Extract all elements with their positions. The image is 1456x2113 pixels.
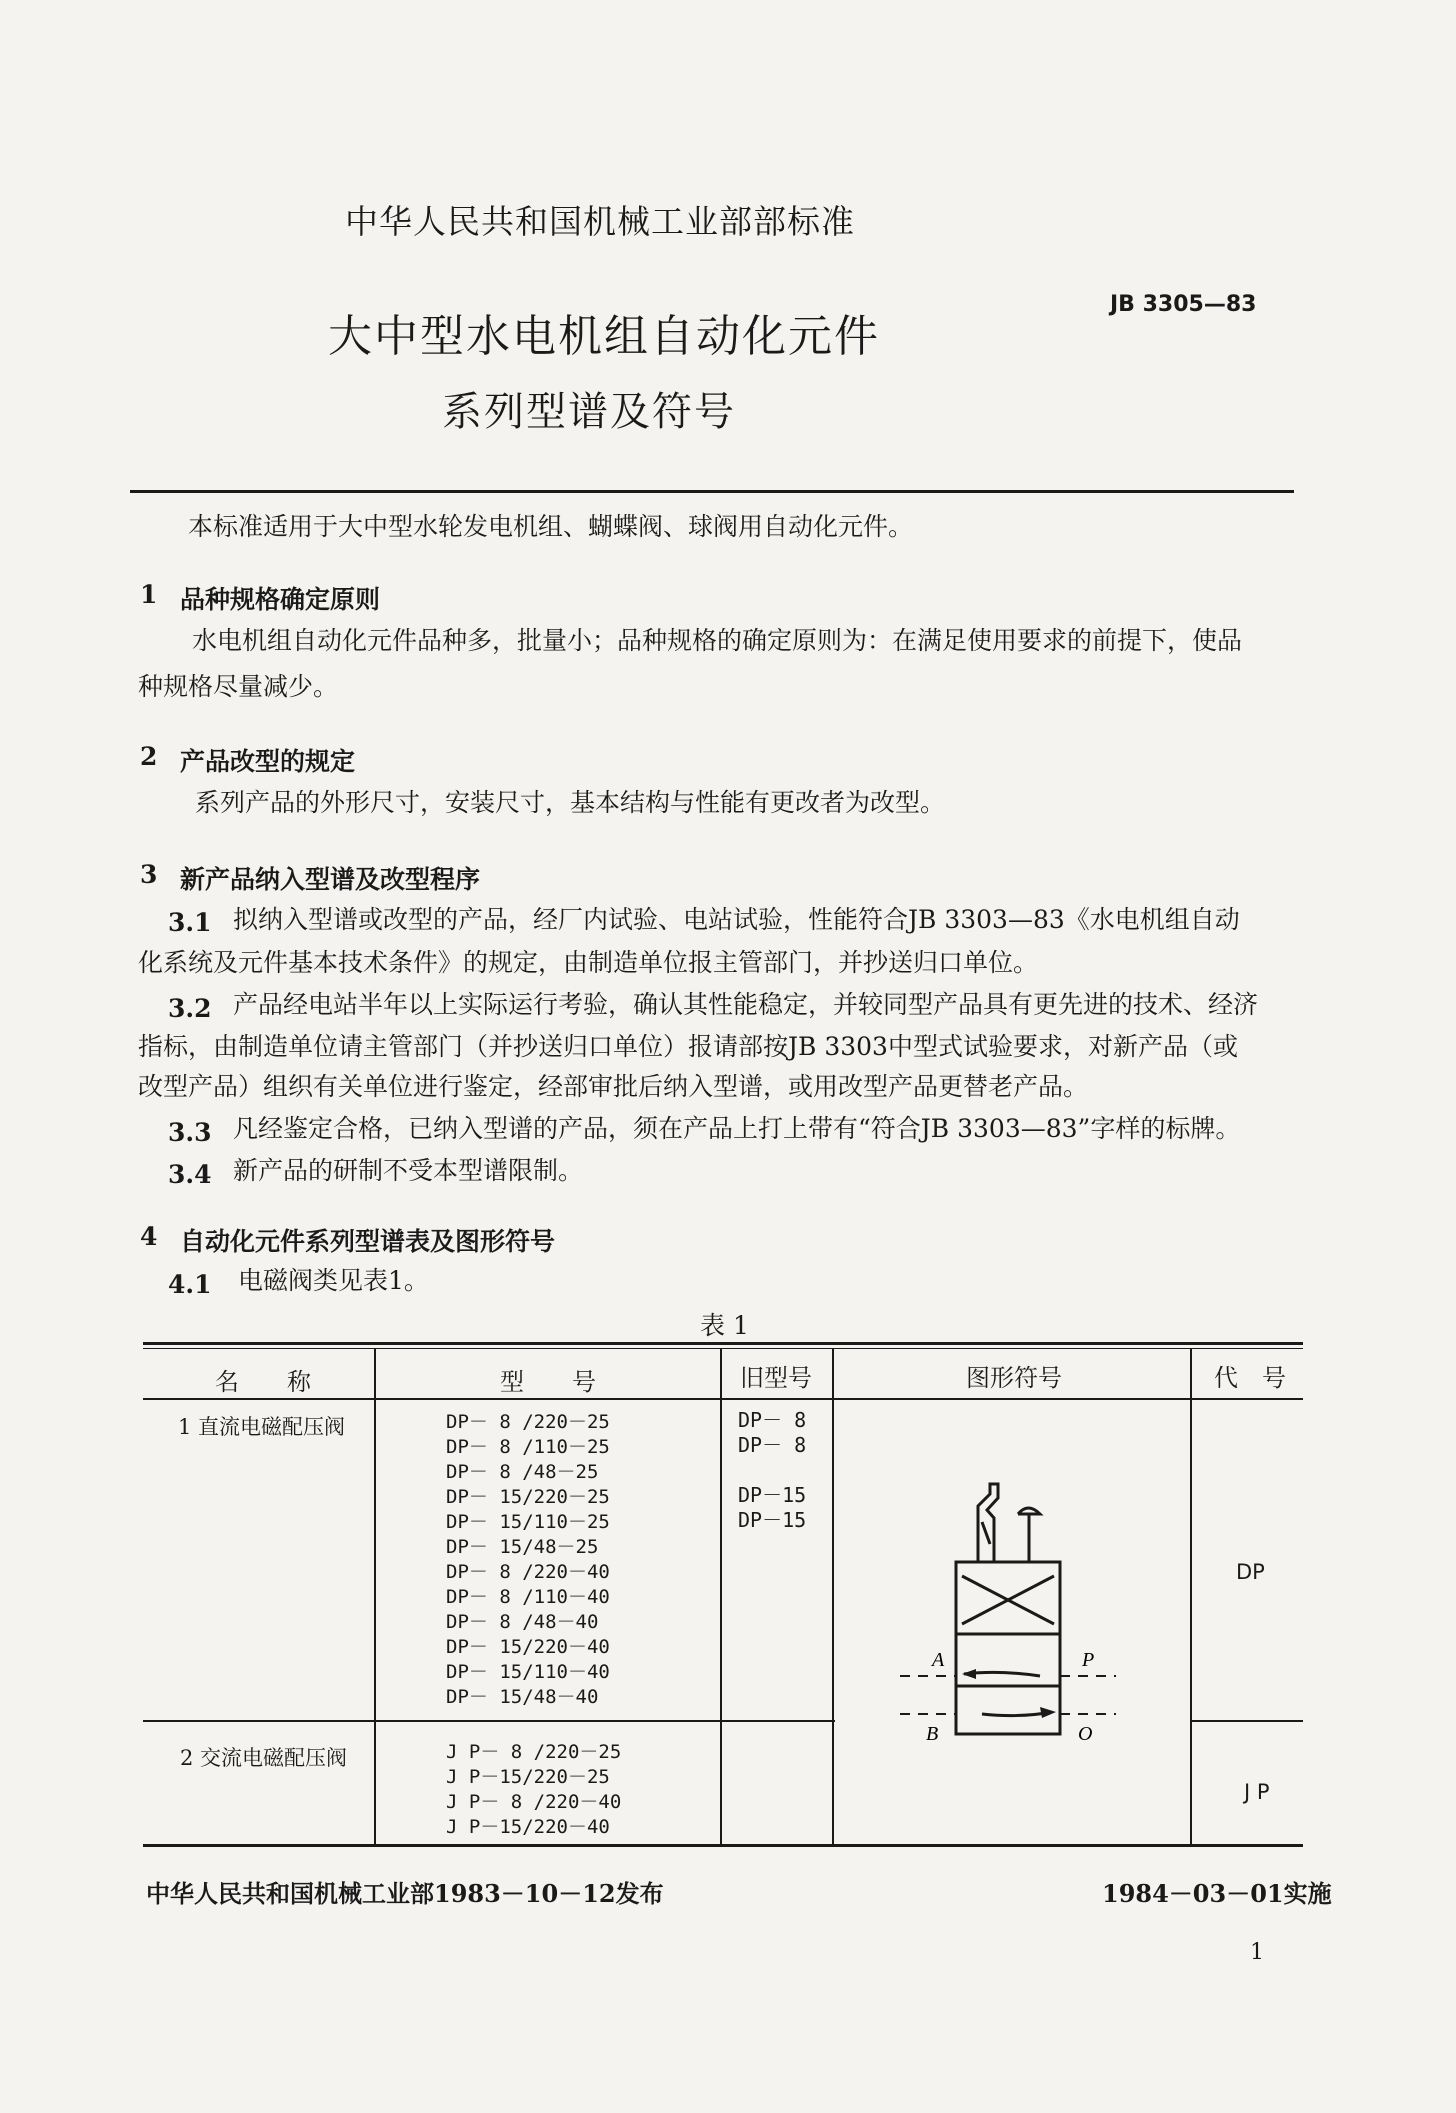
row1-old-models <box>738 1408 806 1533</box>
table-row: DP－ 8 /48－25 <box>446 1461 599 1483</box>
section-3-number: 3 <box>140 860 158 889</box>
table-row: DP－ 15/220－40 <box>446 1636 610 1658</box>
valve-symbol <box>890 1482 1130 1744</box>
row1-code: DP <box>1236 1560 1265 1584</box>
table-row-divider-code <box>1190 1720 1303 1722</box>
section-2-text: 系列产品的外形尺寸，安装尺寸，基本结构与性能有更改者为改型。 <box>195 788 946 817</box>
section-2-title: 产品改型的规定 <box>180 747 356 776</box>
table-row: DP－15 <box>738 1508 807 1532</box>
section-3-2-line1: 产品经电站半年以上实际运行考验，确认其性能稳定，并较同型产品具有更先进的技术、经济 <box>233 990 1259 1019</box>
table-row: DP－ 15/110－40 <box>446 1661 610 1683</box>
header-rule <box>130 490 1294 493</box>
valve-body <box>956 1562 1060 1734</box>
table-row: DP－ 8 /48－40 <box>446 1611 599 1633</box>
port-o-label: O <box>1078 1723 1093 1744</box>
row2-code: J P <box>1244 1780 1270 1804</box>
issuing-organization: 中华人民共和国机械工业部部标准 <box>345 202 855 241</box>
section-4-title: 自动化元件系列型谱表及图形符号 <box>180 1227 556 1256</box>
table-bottom-rule <box>143 1844 1303 1847</box>
port-lines <box>900 1676 1116 1714</box>
table-row <box>738 1458 806 1483</box>
section-3-1-line1: 拟纳入型谱或改型的产品，经厂内试验、电站试验，性能符合JB 3303—83《水电机组自动 <box>233 905 1240 934</box>
section-1-title: 品种规格确定原则 <box>180 585 381 614</box>
actuator-hatch <box>982 1522 990 1544</box>
flow-arrow-heads <box>962 1669 1056 1718</box>
header-name: 名 称 <box>215 1368 311 1396</box>
table-row: DP－ 8 /220－25 <box>446 1411 610 1433</box>
port-p-label: P <box>1082 1649 1095 1671</box>
document-title-line1: 大中型水电机组自动化元件 <box>328 311 880 362</box>
table-col-divider-1 <box>374 1348 376 1844</box>
section-1-text-line2: 种规格尽量减少。 <box>138 672 339 701</box>
row2-models <box>446 1740 621 1840</box>
table-row: DP－ 8 <box>738 1408 807 1432</box>
table-row: DP－ 15/48－40 <box>446 1686 599 1708</box>
section-3-2-line2: 指标，由制造单位请主管部门（并抄送归口单位）报请部按JB 3303中型式试验要求，对新产品（或 <box>138 1032 1238 1061</box>
issue-info: 中华人民共和国机械工业部1983－10－12发布 <box>146 1879 664 1908</box>
page-number: 1 <box>1250 1940 1264 1965</box>
table-caption: 表 1 <box>700 1311 749 1340</box>
table-row: DP－ 8 /110－25 <box>446 1436 610 1458</box>
port-b-label: B <box>926 1723 939 1744</box>
header-symbol: 图形符号 <box>966 1364 1062 1392</box>
arrow-head-bottom <box>1040 1707 1056 1718</box>
section-3-2-number: 3.2 <box>168 994 212 1023</box>
header-model: 型 号 <box>500 1368 596 1396</box>
table-row: DP－ 8 /220－40 <box>446 1561 610 1583</box>
table-col-divider-4 <box>1190 1348 1192 1844</box>
section-3-4-number: 3.4 <box>168 1160 212 1189</box>
section-3-3-line1: 凡经鉴定合格，已纳入型谱的产品，须在产品上打上带有“符合JB 3303—83”字样的标牌。 <box>233 1114 1241 1143</box>
table-col-divider-3 <box>832 1348 834 1844</box>
row1-name: 1 直流电磁配压阀 <box>178 1415 346 1439</box>
table-row: DP－ 8 <box>738 1433 807 1457</box>
row2-name: 2 交流电磁配压阀 <box>180 1746 348 1770</box>
effective-date: 1984－03－01实施 <box>1102 1879 1332 1908</box>
header-code: 代 号 <box>1214 1364 1286 1392</box>
header-old-model: 旧型号 <box>740 1364 812 1392</box>
table-row: J P－ 8 /220－40 <box>446 1791 622 1813</box>
table-row: DP－15 <box>738 1483 807 1507</box>
section-3-3-number: 3.3 <box>168 1118 212 1147</box>
port-a-label: A <box>932 1649 945 1671</box>
table-col-divider-2 <box>720 1348 722 1844</box>
table-row: DP－ 15/220－25 <box>446 1486 610 1508</box>
section-3-1-number: 3.1 <box>168 908 212 937</box>
row1-models <box>446 1410 610 1710</box>
table-row: J P－15/220－25 <box>446 1766 610 1788</box>
section-3-4-line1: 新产品的研制不受本型谱限制。 <box>233 1156 584 1185</box>
table-row: DP－ 15/110－25 <box>446 1511 610 1533</box>
push-button-icon <box>1018 1508 1040 1514</box>
standard-number: JB 3305—83 <box>1110 292 1257 317</box>
table-header-rule <box>143 1398 1303 1400</box>
section-2-number: 2 <box>140 742 158 771</box>
table-top-rule <box>143 1342 1303 1345</box>
section-1-number: 1 <box>140 580 158 609</box>
arrow-head-top <box>962 1669 976 1679</box>
intro-paragraph: 本标准适用于大中型水轮发电机组、蝴蝶阀、球阀用自动化元件。 <box>188 512 914 541</box>
table-row: J P－15/220－40 <box>446 1816 610 1838</box>
table-row: DP－ 15/48－25 <box>446 1536 599 1558</box>
section-1-text-line1: 水电机组自动化元件品种多，批量小；品种规格的确定原则为：在满足使用要求的前提下，使品 <box>192 626 1243 655</box>
table-row: DP－ 8 /110－40 <box>446 1586 610 1608</box>
section-4-number: 4 <box>140 1222 158 1251</box>
section-3-2-line3: 改型产品）组织有关单位进行鉴定，经部审批后纳入型谱，或用改型产品更替老产品。 <box>138 1072 1089 1101</box>
section-4-1-number: 4.1 <box>168 1270 212 1299</box>
table-top-rule-thin <box>143 1348 1303 1349</box>
table-row-divider <box>143 1720 835 1722</box>
document-title-line2: 系列型谱及符号 <box>442 389 736 435</box>
valve-symbol-drawing <box>956 1484 1060 1734</box>
section-3-title: 新产品纳入型谱及改型程序 <box>180 865 481 894</box>
table-row: J P－ 8 /220－25 <box>446 1741 622 1763</box>
section-3-1-line2: 化系统及元件基本技术条件》的规定，由制造单位报主管部门，并抄送归口单位。 <box>138 948 1039 977</box>
section-4-1-line1: 电磁阀类见表1。 <box>238 1266 429 1295</box>
